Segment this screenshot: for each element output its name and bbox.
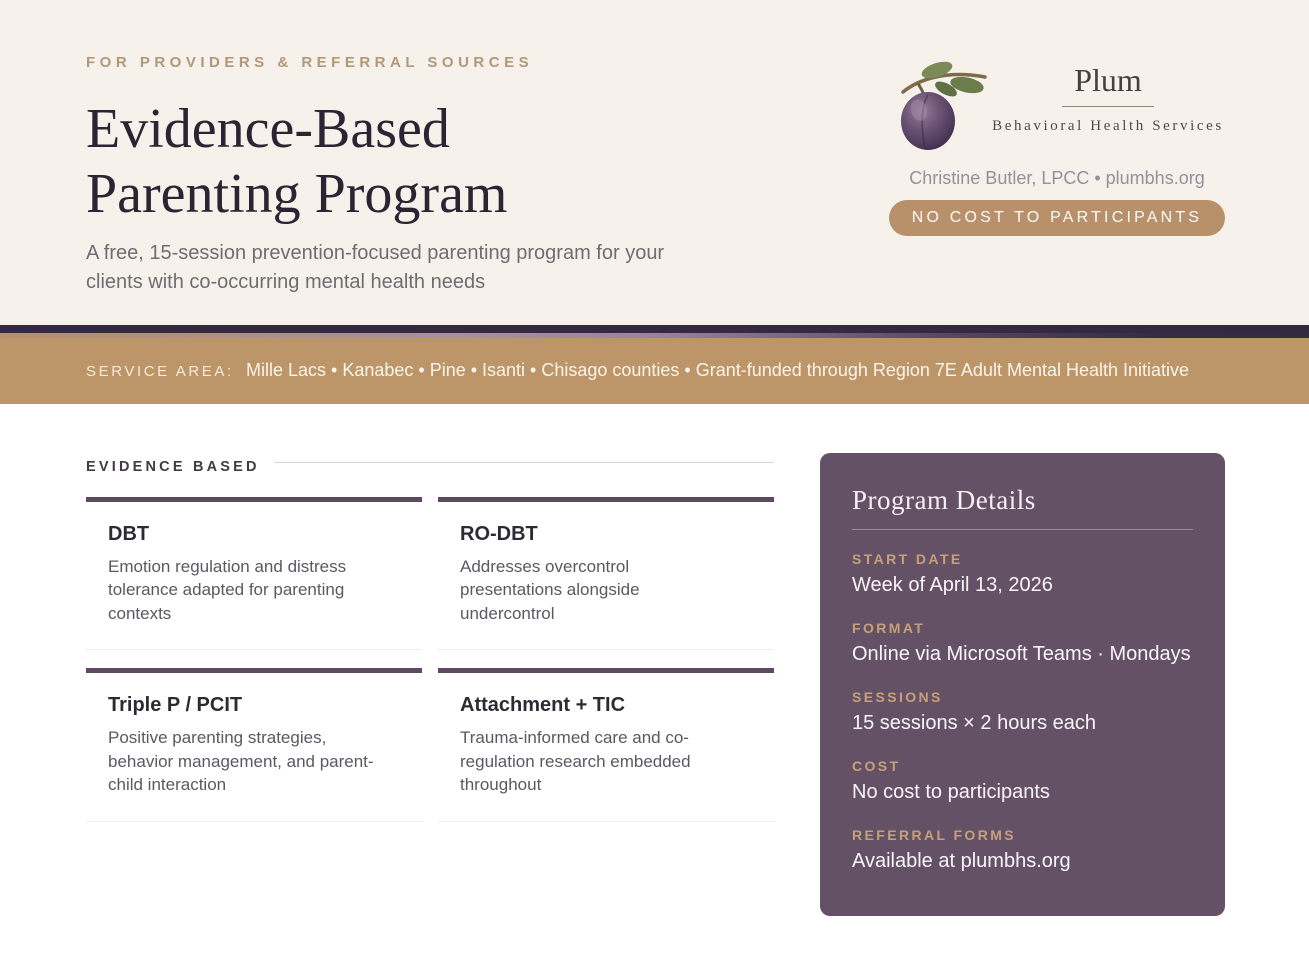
hero-text-block <box>86 54 671 297</box>
detail-label: START DATE <box>852 551 963 567</box>
service-area-label: SERVICE AREA: <box>86 362 234 380</box>
detail-value: No cost to participants <box>852 781 1050 803</box>
detail-cost <box>852 758 1193 806</box>
detail-sessions <box>852 689 1193 737</box>
page-title-line2: Parenting Program <box>86 162 508 225</box>
brand-name: Plum <box>1074 62 1142 98</box>
evidence-card-ro-dbt <box>438 497 774 650</box>
brand-wordmark <box>991 48 1225 135</box>
evidence-heading-rule <box>274 462 774 463</box>
hero-section <box>0 0 1309 325</box>
evidence-card-attachment-tic <box>438 668 774 821</box>
detail-label: FORMAT <box>852 620 926 636</box>
service-area-banner <box>0 338 1309 404</box>
card-description: Addresses overcontrol presentations alongside undercontrol <box>460 557 640 623</box>
detail-format <box>852 620 1193 668</box>
program-details-title: Program Details <box>852 485 1036 515</box>
plum-logo-icon <box>889 52 991 152</box>
evidence-cards-grid <box>86 497 774 822</box>
brand-block <box>889 48 1225 236</box>
brand-divider-rule <box>1062 106 1154 107</box>
detail-value: Online via Microsoft Teams · Mondays <box>852 643 1191 665</box>
detail-label: REFERRAL FORMS <box>852 827 1017 843</box>
audience-eyebrow: FOR PROVIDERS & REFERRAL SOURCES <box>86 54 534 71</box>
main-content <box>0 404 1309 958</box>
program-details-panel <box>820 453 1225 916</box>
page-subtitle: A free, 15-session prevention-focused parenting program for your clients with co-occurring mental health needs <box>86 241 665 293</box>
detail-label: COST <box>852 758 901 774</box>
evidence-card-triple-p-pcit <box>86 668 422 821</box>
detail-value: Week of April 13, 2026 <box>852 574 1053 596</box>
card-title: RO-DBT <box>460 523 538 545</box>
contact-line: Christine Butler, LPCC • plumbhs.org <box>909 168 1205 188</box>
brand-tagline: Behavioral Health Services <box>992 118 1224 134</box>
detail-label: SESSIONS <box>852 689 943 705</box>
brand-logo-row <box>889 48 1225 152</box>
card-description: Emotion regulation and distress tolerance adapted for parenting contexts <box>108 557 347 623</box>
no-cost-badge: NO COST TO PARTICIPANTS <box>889 200 1225 236</box>
evidence-section-heading <box>86 459 774 475</box>
evidence-card-dbt <box>86 497 422 650</box>
detail-value: Available at plumbhs.org <box>852 850 1071 872</box>
divider-bar-dark <box>0 325 1309 333</box>
evidence-based-section <box>86 459 774 822</box>
service-area-text: Mille Lacs • Kanabec • Pine • Isanti • Chisago counties • Grant-funded through Region 7E Adult Mental Health Initiative <box>246 360 1190 381</box>
detail-referral-forms <box>852 827 1193 875</box>
detail-value: 15 sessions × 2 hours each <box>852 712 1097 734</box>
page-title <box>86 97 671 227</box>
detail-start-date <box>852 551 1193 599</box>
evidence-section-label: EVIDENCE BASED <box>86 459 260 475</box>
card-title: DBT <box>108 523 150 545</box>
page-title-line1: Evidence-Based <box>86 98 450 160</box>
card-title: Triple P / PCIT <box>108 694 243 717</box>
card-description: Trauma-informed care and co-regulation research embedded throughout <box>460 728 691 795</box>
card-description: Positive parenting strategies, behavior management, and parent-child interaction <box>108 728 374 795</box>
card-title: Attachment + TIC <box>460 694 626 717</box>
program-details-rule <box>852 529 1193 530</box>
